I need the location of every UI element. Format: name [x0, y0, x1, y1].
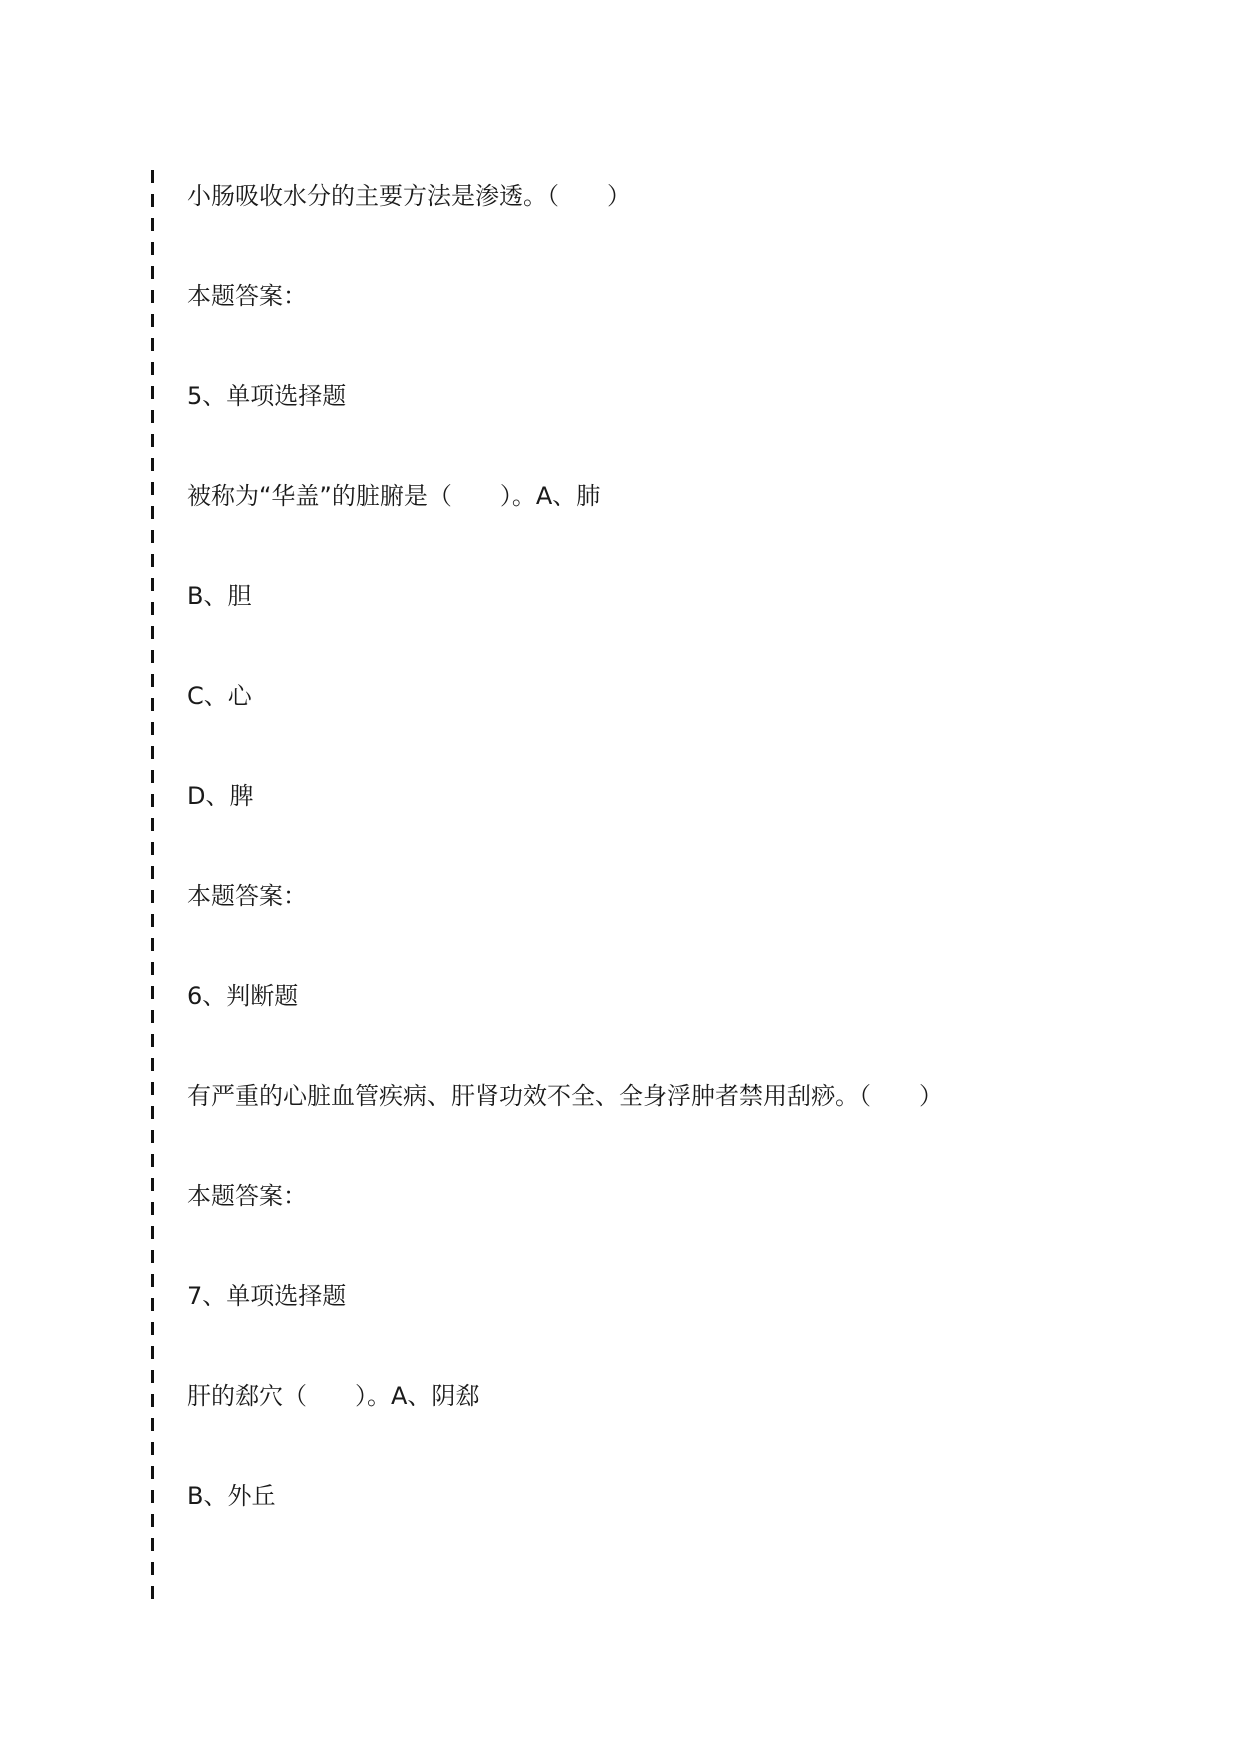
question-6-text: 有严重的心脏血管疾病、肝肾功效不全、全身浮肿者禁用刮痧。（ ）	[187, 1082, 943, 1110]
option-d: D、脾	[187, 782, 254, 810]
question-5-text: 被称为“华盖”的脏腑是（ ）。A、肺	[187, 482, 601, 510]
margin-dashed-line	[151, 170, 154, 1610]
question-4-text: 小肠吸收水分的主要方法是渗透。（ ）	[187, 182, 631, 210]
answer-label: 本题答案：	[187, 282, 307, 310]
answer-label: 本题答案：	[187, 882, 307, 910]
option-b: B、胆	[187, 582, 252, 610]
option-b: B、外丘	[187, 1482, 276, 1510]
option-c: C、心	[187, 682, 252, 710]
question-7-heading: 7、单项选择题	[187, 1282, 347, 1310]
answer-label: 本题答案：	[187, 1182, 307, 1210]
question-7-text: 肝的郄穴（ ）。A、阴郄	[187, 1382, 480, 1410]
question-5-heading: 5、单项选择题	[187, 382, 347, 410]
question-6-heading: 6、判断题	[187, 982, 299, 1010]
